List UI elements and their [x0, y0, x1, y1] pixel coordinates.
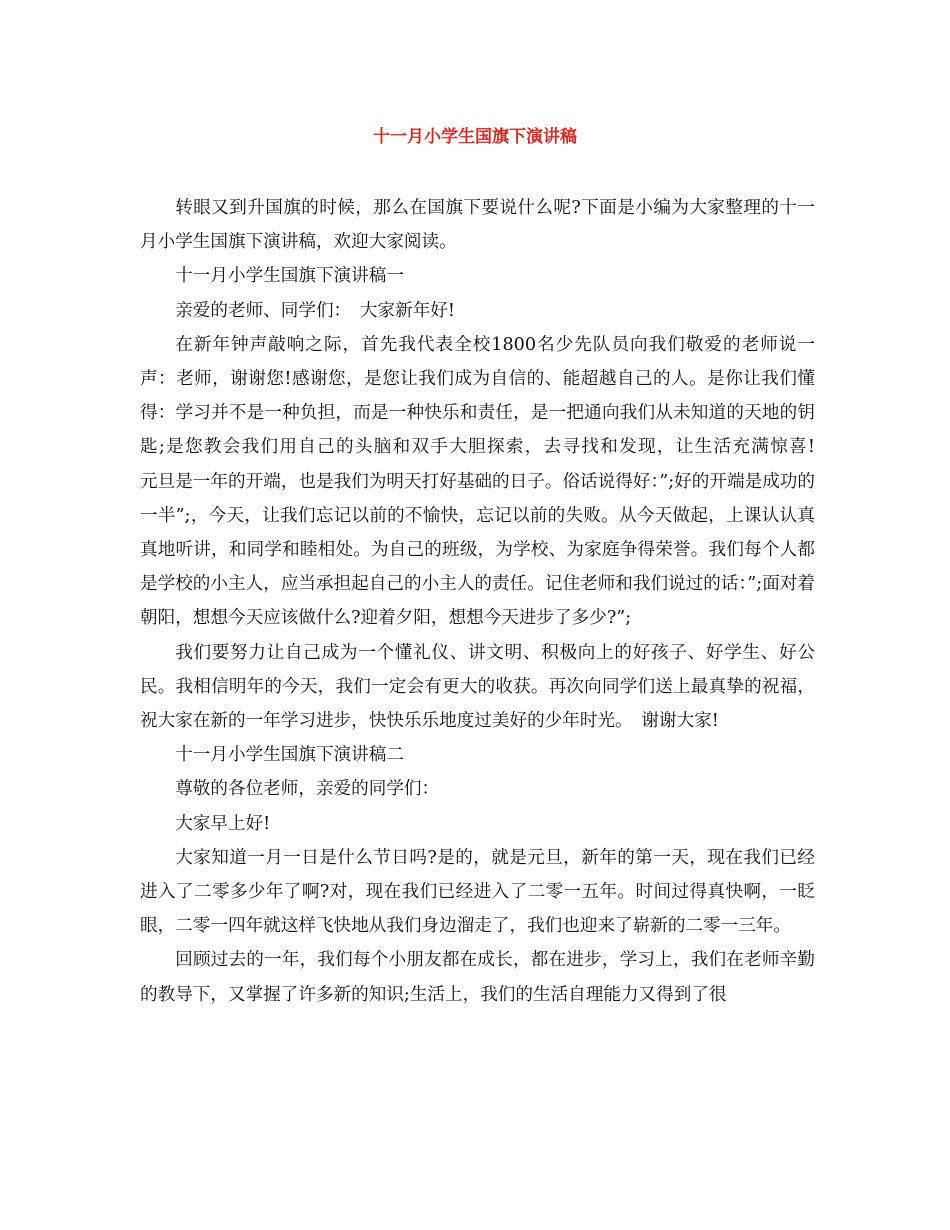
speech-two-greeting: 大家早上好!	[175, 813, 271, 834]
document-body	[140, 191, 868, 1012]
speech-two-salutation: 尊敬的各位老师，亲爱的同学们：	[175, 779, 440, 800]
speech-one-greeting: 亲爱的老师、同学们： 大家新年好!	[175, 300, 455, 321]
speech-two-paragraph: 回顾过去的一年，我们每个小朋友都在成长，都在进步，学习上，我们在老师辛勤的教导下，又掌握了许多新的知识;生活上，我们的生活自理能力又得到了很	[140, 950, 815, 1005]
speech-two-heading: 十一月小学生国旗下演讲稿二	[175, 745, 404, 766]
document-title: 十一月小学生国旗下演讲稿	[373, 127, 577, 147]
speech-one-heading: 十一月小学生国旗下演讲稿一	[175, 266, 404, 287]
speech-two-paragraph: 大家知道一月一日是什么节日吗?是的，就是元旦，新年的第一天，现在我们已经进入了二零多少年了啊?对，现在我们已经进入了二零一五年。时间过得真快啊，一眨眼，二零一四年就这样飞快地从我们身边溜走了，我们也迎来了崭新的二零一三年。	[140, 847, 815, 937]
intro-paragraph: 转眼又到升国旗的时候，那么在国旗下要说什么呢?下面是小编为大家整理的十一月小学生国旗下演讲稿，欢迎大家阅读。	[140, 198, 815, 253]
speech-one-paragraph: 在新年钟声敲响之际，首先我代表全校1800名少先队员向我们敬爱的老师说一声：老师，谢谢您!感谢您，是您让我们成为自信的、能超越自己的人。是你让我们懂得：学习并不是一种负担，而是一种快乐和责任，是一把通向我们从未知道的天地的钥匙;是您教会我们用自己的头脑和双手大胆探索，去寻找和发现，让生活充满惊喜! 元旦是一年的开端，也是我们为明天打好基础的日子。俗话说得好：”;好的开端是成功的一半”;，今天，让我们忘记以前的不愉快，忘记以前的失败。从今天做起，上课认认真真地听讲，和同学和睦相处。为自己的班级，为学校、为家庭争得荣誉。我们每个人都是学校的小主人，应当承担起自己的小主人的责任。记住老师和我们说过的话：”;面对着朝阳，想想今天应该做什么?迎着夕阳，想想今天进步了多少?”;	[140, 334, 868, 629]
speech-one-closing: 我们要努力让自己成为一个懂礼仪、讲文明、积极向上的好孩子、好学生、好公民。我相信明年的今天，我们一定会有更大的收获。再次向同学们送上最真挚的祝福，祝大家在新的一年学习进步，快快乐乐地度过美好的少年时光。 谢谢大家!	[140, 642, 815, 732]
